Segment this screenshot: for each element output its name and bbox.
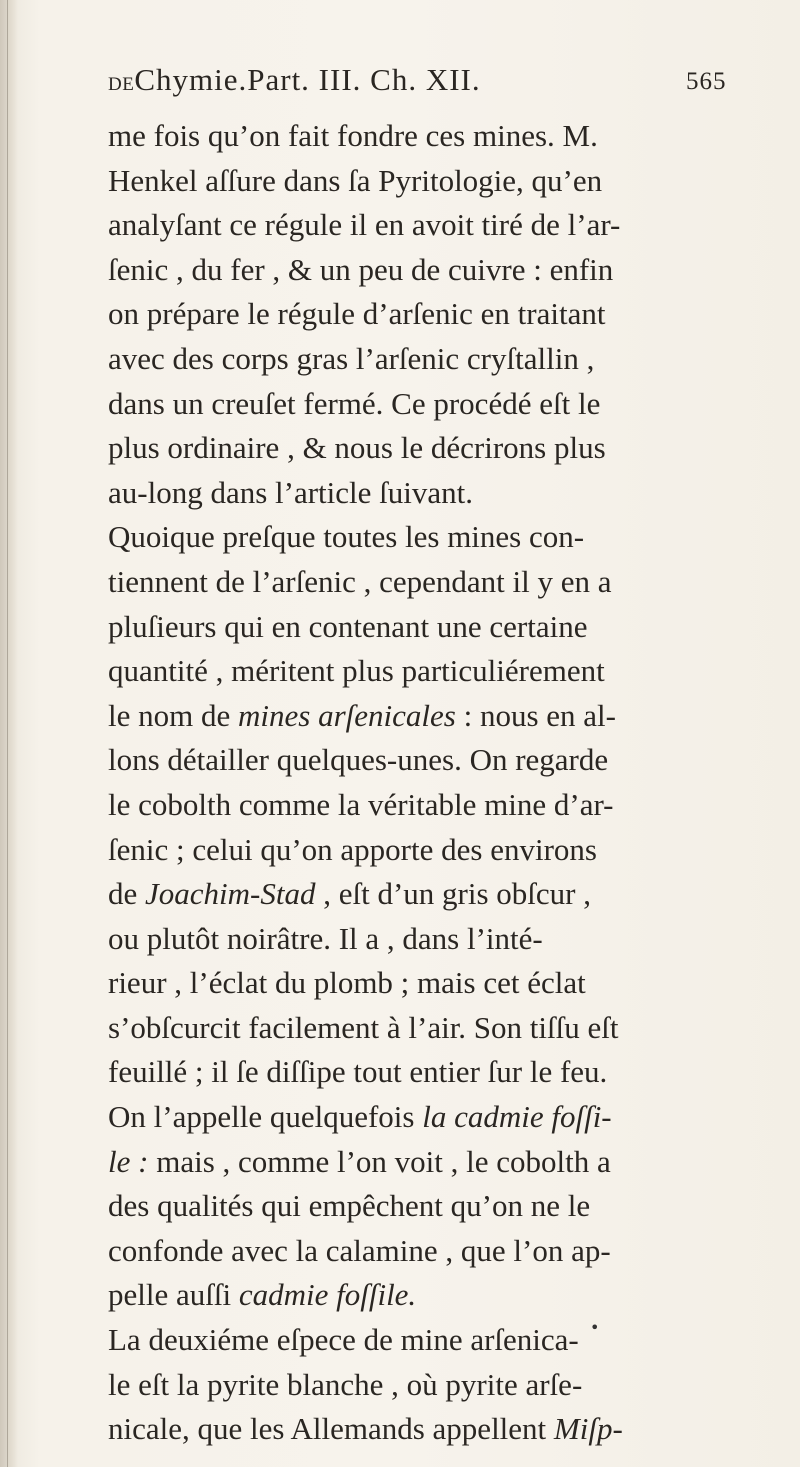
text-run: ou plutôt noirâtre. Il a , dans l’inté-: [108, 920, 543, 956]
text-run: feuillé ; il ſe diſſipe tout entier ſur le feu.: [108, 1054, 608, 1090]
text-line: [108, 1363, 748, 1408]
text-line: [108, 560, 748, 605]
running-header: [108, 62, 728, 108]
text-line: [108, 203, 748, 248]
text-line: [108, 1229, 748, 1274]
text-line: [108, 1407, 748, 1452]
text-run: pelle auſſi: [108, 1277, 239, 1313]
text-line: [108, 1140, 748, 1185]
text-line: [108, 471, 748, 516]
catchword-mark: •: [590, 1318, 600, 1337]
italic-text: Joachim-Stad: [145, 876, 316, 912]
text-line: [108, 961, 748, 1006]
text-run: quantité , méritent plus particuliérement: [108, 653, 605, 689]
italic-text: mines arſenicales: [238, 697, 456, 733]
text-line: [108, 649, 748, 694]
text-run: rieur , l’éclat du plomb ; mais cet éclat: [108, 965, 586, 1001]
text-run: Henkel aſſure dans ſa Pyritologie, qu’en: [108, 162, 603, 198]
text-run: , eſt d’un gris obſcur ,: [315, 876, 591, 912]
text-run: ſenic ; celui qu’on apporte des environs: [108, 831, 597, 867]
page-gutter: [0, 0, 18, 1467]
text-run: confonde avec la calamine , que l’on ap-: [108, 1232, 611, 1268]
header-prefix: DE: [108, 74, 135, 95]
text-run: mais , comme l’on voit , le cobolth a: [148, 1143, 611, 1179]
italic-text: la cadmie foſſi-: [422, 1099, 612, 1135]
text-line: [108, 382, 748, 427]
text-run: le nom de: [108, 697, 238, 733]
text-run: dans un creuſet fermé. Ce procédé eſt le: [108, 385, 601, 421]
italic-text: cadmie foſſile.: [238, 1277, 417, 1313]
binding-edge: [7, 0, 8, 1467]
text-line: [108, 292, 748, 337]
text-line: [108, 783, 748, 828]
text-run: avec des corps gras l’arſenic cryſtallin ,: [108, 340, 595, 376]
text-run: au-long dans l’article ſuivant.: [108, 474, 473, 510]
header-chapter: Ch. XII.: [361, 62, 481, 97]
text-line: [108, 738, 748, 783]
text-line: [108, 694, 748, 739]
text-line: [108, 1006, 748, 1051]
text-run: La deuxiéme eſpece de mine arſenica-: [108, 1322, 579, 1358]
text-line: [108, 1318, 748, 1363]
text-run: pluſieurs qui en contenant une certaine: [108, 608, 588, 644]
text-run: des qualités qui empêchent qu’on ne le: [108, 1188, 591, 1224]
header-title: Chymie.: [134, 62, 248, 97]
text-run: on prépare le régule d’arſenic en traitant: [108, 296, 606, 332]
text-run: lons détailler quelques-unes. On regarde: [108, 742, 609, 778]
text-line: [108, 114, 748, 159]
text-line: [108, 159, 748, 204]
text-line: [108, 337, 748, 382]
text-run: nicale, que les Allemands appellent: [108, 1411, 554, 1447]
text-line: [108, 426, 748, 471]
italic-text: le :: [108, 1143, 149, 1179]
text-run: de: [108, 876, 146, 912]
text-run: me fois qu’on fait fondre ces mines. M.: [108, 118, 598, 153]
text-line: [108, 1095, 748, 1140]
body-text: [108, 114, 748, 1452]
text-run: : nous en al-: [455, 697, 616, 733]
text-run: s’obſcurcit facilement à l’air. Son tiſſu eſt: [108, 1009, 619, 1045]
text-line: [108, 605, 748, 650]
header-part: Part. III.: [247, 62, 362, 97]
text-line: [108, 828, 748, 873]
text-line: [108, 1050, 748, 1095]
text-line: [108, 917, 748, 962]
page-number: 565: [686, 68, 727, 95]
text-run: On l’appelle quelquefois: [108, 1099, 423, 1135]
text-run: Quoique preſque toutes les mines con-: [108, 519, 585, 555]
text-line: [108, 1184, 748, 1229]
text-run: le eſt la pyrite blanche , où pyrite arſe-: [108, 1366, 583, 1402]
text-run: le cobolth comme la véritable mine d’ar-: [108, 786, 614, 822]
italic-text: Miſp-: [553, 1411, 623, 1447]
text-line: [108, 515, 748, 560]
text-run: tiennent de l’arſenic , cependant il y en a: [108, 563, 612, 599]
text-run: ſenic , du fer , & un peu de cuivre : enfin: [108, 251, 614, 287]
text-line: [108, 1273, 748, 1318]
text-line: [108, 248, 748, 293]
text-line: [108, 872, 748, 917]
text-run: plus ordinaire , & nous le décrirons plus: [108, 430, 606, 466]
text-run: analyſant ce régule il en avoit tiré de l’ar-: [108, 207, 621, 243]
